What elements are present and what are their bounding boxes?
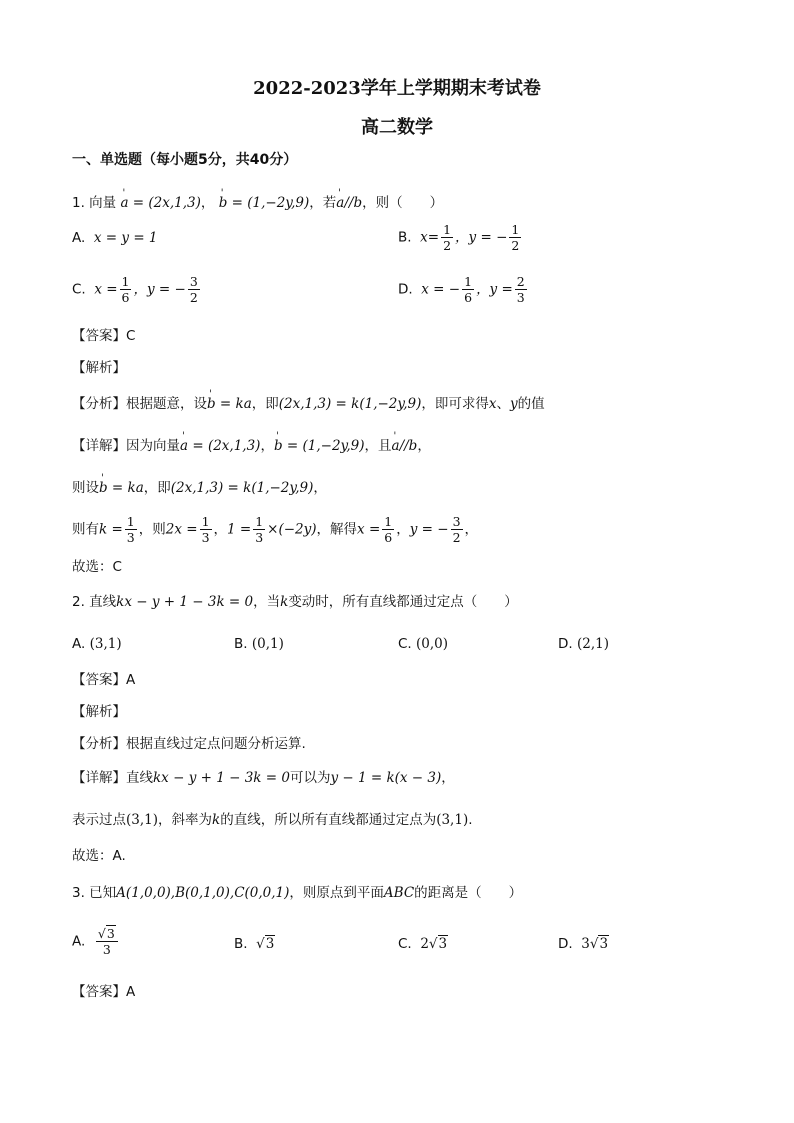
option-label: B. [234, 636, 248, 652]
math-expr: ' b = ka [99, 478, 144, 498]
q1-label: 1. 向量 [72, 195, 117, 211]
option-text: x = [94, 281, 118, 298]
q2-detail: 【详解】直线kx − y + 1 − 3k = 0可以为y − 1 = k(x − 3)， [72, 770, 455, 786]
math-var: k [280, 594, 289, 610]
sqrt: √3 [589, 936, 609, 952]
fraction: $\frac{1}{6}$ [464, 274, 473, 305]
exam-subtitle: 高二数学 [361, 117, 433, 138]
fraction: $\frac{1}{6}$ [384, 514, 393, 545]
math-expr: ×(−2y) [267, 521, 317, 538]
sqrt: √3 [428, 936, 448, 952]
math-expr: ' b = (1,−2y,9) [274, 436, 365, 456]
option-text: ，y = − [133, 281, 186, 298]
detail-tag: 【详解】 [72, 438, 126, 454]
math-expr: (3,1) [126, 812, 159, 828]
option-label: A. [72, 230, 86, 246]
q1-option-b [398, 222, 523, 253]
option-label: D. [558, 936, 573, 952]
option-label: C. [72, 281, 86, 298]
coefficient: 3 [581, 936, 590, 952]
q1-sep: ， [200, 195, 215, 211]
q1-cond-pre: ，若 [309, 195, 337, 211]
q2-label: 2. 直线 [72, 594, 117, 610]
q3-option-d [558, 934, 609, 954]
math-var: y [510, 396, 518, 412]
q2-detail-line2: 表示过点(3,1)，斜率为k的直线，所以所有直线都通过定点为(3,1). [72, 812, 473, 828]
math-expr: ABC [383, 885, 415, 901]
math-expr: y − 1 = k(x − 3) [330, 770, 442, 786]
q2-option-b [234, 634, 284, 654]
math-expr: x = [357, 521, 381, 538]
math-expr: 2x = [165, 521, 198, 538]
sqrt: √3 [97, 926, 115, 941]
answer-value: C [126, 328, 136, 344]
q3-option-b [234, 934, 275, 954]
q1-option-a [72, 228, 158, 248]
fraction: $\frac{3}{2}$ [189, 274, 198, 305]
answer-value: A [126, 672, 136, 688]
fraction: $\frac{2}{3}$ [516, 274, 525, 305]
q2-answer [72, 670, 135, 690]
math-expr: (2x,1,3) = k(1,−2y,9) [278, 396, 422, 412]
math-expr: A(1,0,0),B(0,1,0),C(0,0,1) [116, 885, 290, 901]
option-label: D. [558, 636, 573, 652]
fenxi-tag: 【分析】 [72, 736, 126, 752]
option-label: A. [72, 636, 86, 652]
q1-vec-a: ' a = (2x,1,3) [120, 193, 200, 213]
option-label: B. [234, 936, 248, 952]
fenxi-tag: 【分析】 [72, 396, 126, 412]
option-label: D. [398, 281, 413, 298]
option-label: C. [398, 636, 412, 652]
q2-fenxi: 【分析】根据直线过定点问题分析运算. [72, 736, 306, 752]
option-text: ，y = − [455, 229, 508, 246]
q1-answer [72, 326, 135, 346]
detail-tag: 【详解】 [72, 770, 126, 786]
q3-stem: 3. 已知A(1,0,0),B(0,1,0),C(0,0,1)，则原点到平面ABC的距离是（ ） [72, 885, 523, 901]
q3-option-a [72, 926, 120, 957]
q1-cond: ' a//b [336, 193, 362, 213]
fraction: $\frac{1}{3}$ [255, 514, 264, 545]
q3-option-c [398, 934, 448, 954]
answer-tag: 【答案】 [72, 984, 126, 1000]
fraction: $\frac{1}{3}$ [126, 514, 135, 545]
coefficient: 2 [420, 936, 429, 952]
option-text: (0,0) [416, 636, 449, 652]
option-text: x = − [421, 281, 461, 298]
q1-detail-line2: 则设' b = ka，即(2x,1,3) = k(1,−2y,9)， [72, 478, 327, 498]
q1-stem [72, 193, 443, 213]
option-label: A. [72, 933, 86, 950]
math-expr: kx − y + 1 − 3k = 0 [153, 770, 290, 786]
q1-cond-post: ，则（ ） [362, 195, 444, 211]
math-expr: y = − [409, 521, 449, 538]
math-expr: ' b = ka [207, 394, 252, 414]
math-expr: k = [99, 521, 123, 538]
math-expr: (3,1) [436, 812, 469, 828]
q1-option-d [398, 274, 529, 305]
math-expr: ' a = (2x,1,3) [180, 436, 260, 456]
fraction: $\frac{1}{6}$ [121, 274, 130, 305]
math-expr: kx − y + 1 − 3k = 0 [116, 594, 254, 610]
fraction: $\frac{√3}{3}$ [96, 926, 118, 957]
q1-detail-line3: 则有k = $\frac{1}{3}$ ，则2x = $\frac{1}{3}$ ，1 = $\frac{1}{3}$ ×(−2y)，解得x = $\frac{1}{6}$ ，y = − $\frac{3}{2}$ ， [72, 514, 479, 545]
q1-option-c [72, 274, 202, 305]
answer-tag: 【答案】 [72, 672, 126, 688]
math-var: k [212, 812, 221, 828]
fraction: $\frac{1}{2}$ [511, 222, 520, 253]
math-var: x [488, 396, 497, 412]
math-expr: (2x,1,3) = k(1,−2y,9) [170, 480, 314, 496]
math-expr: 1 = [227, 521, 252, 538]
section-heading: 一、单选题（每小题5分，共40分） [72, 152, 298, 168]
q2-option-d [558, 634, 609, 654]
q1-fenxi: 【分析】根据题意，设' b = ka，即(2x,1,3) = k(1,−2y,9)，即可求得x、y的值 [72, 394, 545, 414]
q2-analysis-tag: 【解析】 [72, 704, 126, 720]
option-text: (2,1) [576, 636, 609, 652]
answer-tag: 【答案】 [72, 328, 126, 344]
q2-option-a [72, 634, 122, 654]
q1-choose: 故选：C [72, 559, 122, 575]
q3-answer [72, 982, 135, 1002]
option-text: x = y = 1 [93, 230, 158, 246]
q2-stem: 2. 直线kx − y + 1 − 3k = 0，当k变动时，所有直线都通过定点（ ） [72, 594, 518, 610]
option-label: C. [398, 936, 412, 952]
math-expr: ' a//b [392, 436, 418, 456]
q1-analysis-tag: 【解析】 [72, 360, 126, 376]
option-text: (0,1) [251, 636, 284, 652]
q1-detail: 【详解】因为向量' a = (2x,1,3)，' b = (1,−2y,9)，且' a//b， [72, 436, 431, 456]
option-text: ，y = [476, 281, 513, 298]
fraction: $\frac{3}{2}$ [452, 514, 461, 545]
fraction: $\frac{1}{3}$ [201, 514, 210, 545]
option-text: x= [420, 229, 440, 246]
sqrt: √3 [256, 936, 275, 952]
exam-title: 2022-2023学年上学期期末考试卷 [253, 78, 541, 99]
q1-vec-b: ' b = (1,−2y,9) [219, 193, 310, 213]
option-label: B. [398, 229, 412, 246]
fraction: $\frac{1}{2}$ [443, 222, 452, 253]
q3-label: 3. 已知 [72, 885, 117, 901]
answer-value: A [126, 984, 136, 1000]
option-text: (3,1) [89, 636, 122, 652]
q2-choose: 故选：A. [72, 848, 126, 864]
q2-option-c [398, 634, 448, 654]
